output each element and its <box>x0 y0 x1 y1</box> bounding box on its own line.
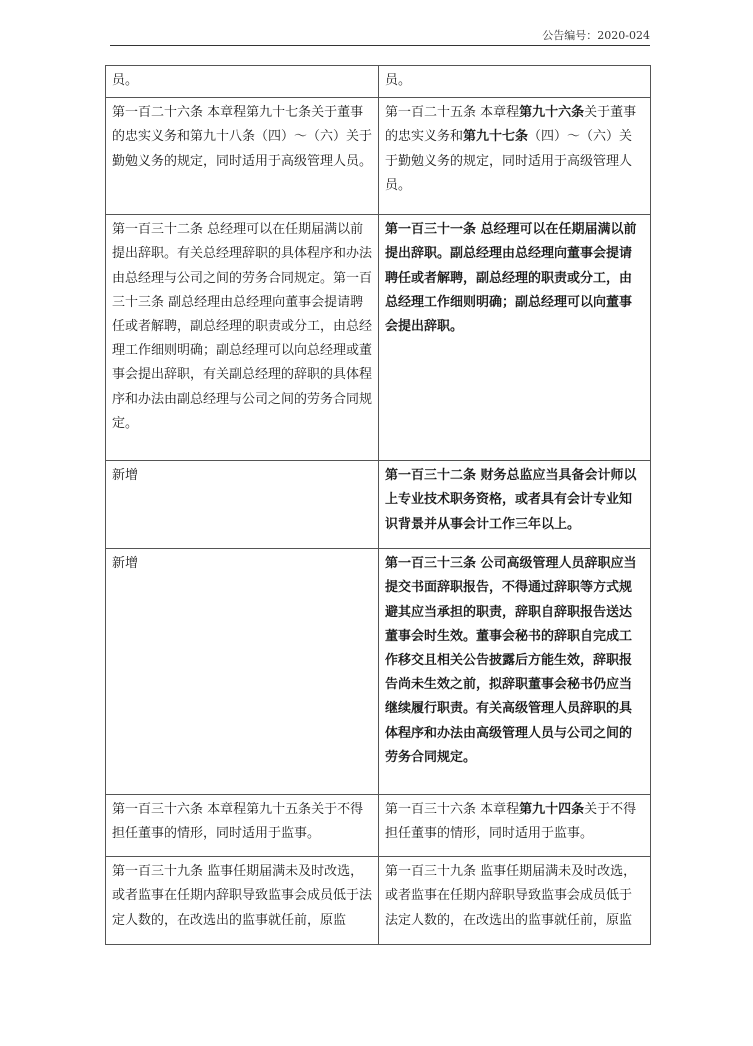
original-clause-cell <box>106 66 379 98</box>
revision-highlight-text: 第九十七条 <box>463 129 529 145</box>
clause-text: 员。 <box>112 73 139 88</box>
revised-clause-cell <box>379 549 651 795</box>
clause-text: 关于不得担任董事的情形，同时适用于监事。 <box>385 802 637 842</box>
clause-text: 第一百二十六条 本章程第九十七条关于董事的忠实义务和第九十八条（四）～（六）关于勤勉义务的规定，同时适用于高级管理人员。 <box>112 105 373 169</box>
clause-text: 第一百三十九条 监事任期届满未及时改选，或者监事在任期内辞职导致监事会成员低于法定人数的，在改选出的监事就任前，原监 <box>112 864 373 928</box>
revised-clause-cell <box>379 461 651 549</box>
original-clause-cell <box>106 215 379 461</box>
original-clause-cell <box>106 98 379 215</box>
revised-clause-cell <box>379 857 651 945</box>
clause-text: 第一百三十九条 监事任期届满未及时改选，或者监事在任期内辞职导致监事会成员低于法定人数的，在改选出的监事就任前，原监 <box>385 864 637 928</box>
clause-text: 第一百三十二条 总经理可以在任期届满以前提出辞职。有关总经理辞职的具体程序和办法由总经理与公司之间的劳务合同规定。第一百三十三条 副总经理由总经理向董事会提请聘任或者解聘，副总经理的职责或分工，由总经理工作细则明确；副总经理可以向总经理或董事会提出辞职，有关副总经理的辞职的具体程序和办法由副总经理与公司之间的劳务合同规定。 <box>112 222 373 431</box>
revision-highlight-text: 第九十四条 <box>519 802 585 818</box>
articles-comparison-table <box>105 65 651 945</box>
revised-clause-cell <box>379 215 651 461</box>
revised-clause-cell <box>379 795 651 857</box>
revised-clause-cell <box>379 98 651 215</box>
table-row <box>106 66 651 98</box>
table-row <box>106 795 651 857</box>
original-clause-cell <box>106 857 379 945</box>
original-clause-cell <box>106 795 379 857</box>
clause-text: 关于董事的忠实义务和 <box>385 105 637 145</box>
revision-highlight-text: 第一百三十三条 公司高级管理人员辞职应当提交书面辞职报告，不得通过辞职等方式规避其应当承担的职责，辞职自辞职报告送达董事会时生效。董事会秘书的辞职自完成工作移交且相关公告披露后方能生效，辞职报告尚未生效之前，拟辞职董事会秘书仍应当继续履行职责。有关高级管理人员辞职的具体程序和办法由高级管理人员与公司之间的劳务合同规定。 <box>385 556 637 765</box>
revised-clause-cell <box>379 66 651 98</box>
revision-highlight-text: 第九十六条 <box>519 105 585 121</box>
clause-text: 新增 <box>112 468 139 484</box>
clause-text: 员。 <box>385 73 412 88</box>
clause-text: （四）～（六）关于勤勉义务的规定，同时适用于高级管理人员。 <box>385 129 633 193</box>
clause-text: 新增 <box>112 556 139 572</box>
table-row <box>106 98 651 215</box>
table-row <box>106 857 651 945</box>
table-row <box>106 215 651 461</box>
table-row <box>106 549 651 795</box>
table-row <box>106 461 651 549</box>
revision-highlight-text: 第一百三十二条 财务总监应当具备会计师以上专业技术职务资格，或者具有会计专业知识背景并从事会计工作三年以上。 <box>385 468 637 532</box>
clause-text: 第一百二十五条 本章程 <box>385 105 520 121</box>
clause-text: 第一百三十六条 本章程第九十五条关于不得担任董事的情形，同时适用于监事。 <box>112 802 364 842</box>
original-clause-cell <box>106 549 379 795</box>
revision-highlight-text: 第一百三十一条 总经理可以在任期届满以前提出辞职。副总经理由总经理向董事会提请聘任或者解聘，副总经理的职责或分工，由总经理工作细则明确；副总经理可以向董事会提出辞职。 <box>385 222 637 335</box>
clause-text: 第一百三十六条 本章程 <box>385 802 520 818</box>
original-clause-cell <box>106 461 379 549</box>
header-divider <box>110 45 650 46</box>
announcement-number: 公告编号：2020-024 <box>542 29 650 42</box>
